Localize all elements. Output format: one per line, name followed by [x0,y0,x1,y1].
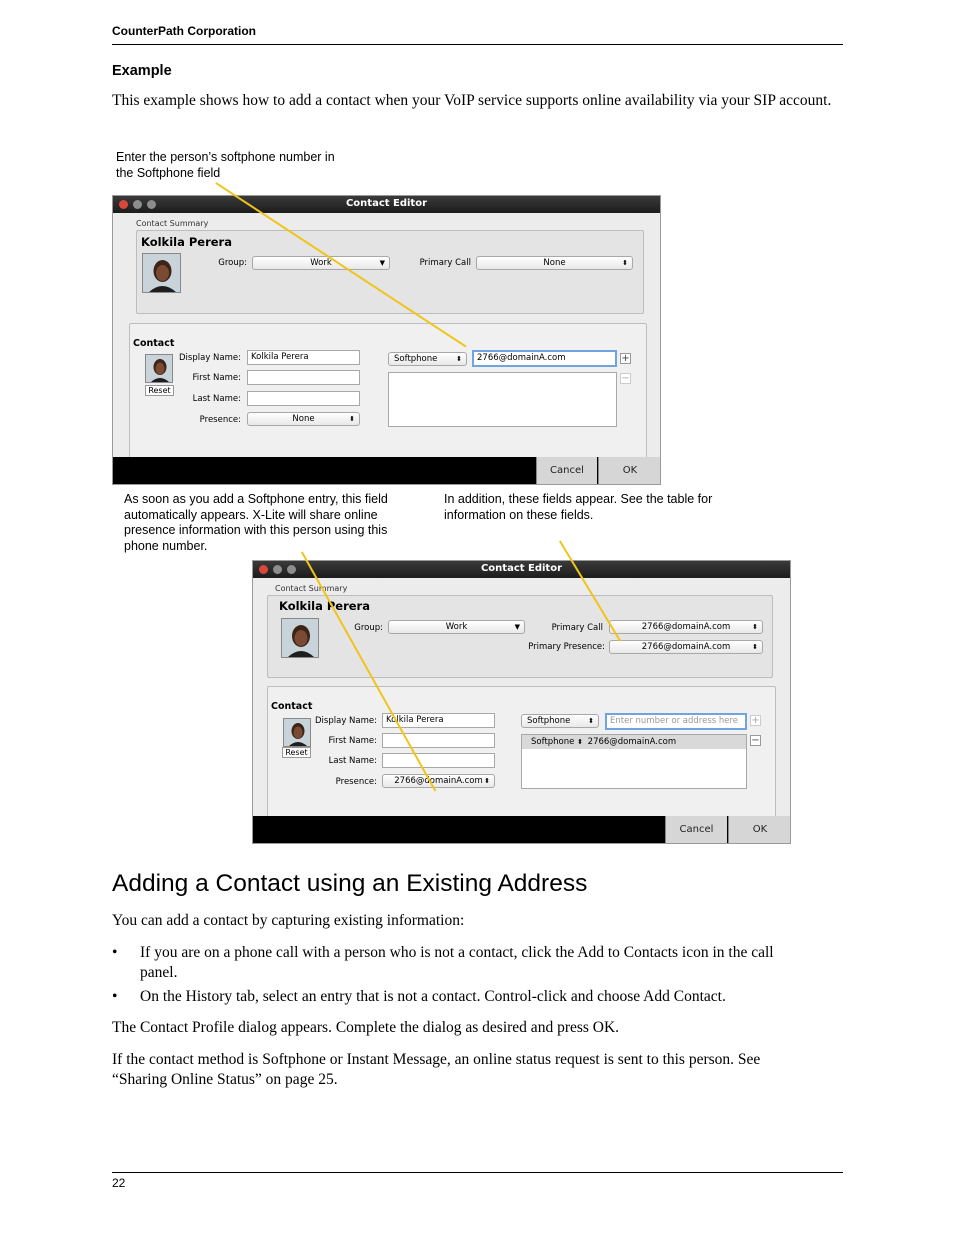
stepper-arrows-icon: ⬍ [752,643,758,651]
paragraph-status-request [112,1050,760,1090]
callout-new-fields [444,492,712,523]
first-name-field[interactable] [247,370,360,385]
contact-name: Kolkila Perera [279,599,370,613]
callout-presence-field [124,492,388,554]
dialog-titlebar [113,196,660,213]
last-name-label: Last Name: [328,756,377,766]
list-item [140,943,840,983]
cancel-button[interactable]: Cancel [665,816,727,843]
callout-right-line1: In addition, these fields appear. See the table for [444,492,713,506]
stepper-arrows-icon: ⬍ [752,623,758,631]
para2-line2: “Sharing Online Status” on page 25. [112,1071,338,1088]
callout-left-line1: As soon as you add a Softphone entry, this field [124,492,388,506]
ok-button[interactable]: OK [728,816,791,843]
bullet-1-line2: panel. [140,964,178,981]
contact-methods-list[interactable] [388,372,617,427]
contact-method-select[interactable] [521,714,599,728]
primary-call-value: None [543,258,566,268]
primary-call-label: Primary Call [551,623,603,633]
softphone-address-field[interactable]: 2766@domainA.com [472,350,617,367]
bullet-1-line1: If you are on a phone call with a person who is not a contact, click the Add to Contacts icon in the call [140,944,774,961]
bullet-glyph: • [112,988,118,1005]
contact-methods-list[interactable] [521,734,747,789]
stepper-arrows-icon: ⬍ [484,777,490,785]
first-name-label: First Name: [328,736,377,746]
stepper-arrows-icon: ⬍ [588,717,594,725]
callout-softphone-line2: the Softphone field [116,165,221,180]
display-name-field[interactable]: Kolkila Perera [382,713,495,728]
contact-summary-label: Contact Summary [275,584,348,593]
dialog-title: Contact Editor [345,198,428,209]
first-name-field[interactable] [382,733,495,748]
callout-softphone [116,150,335,181]
primary-call-value: 2766@domainA.com [641,622,731,632]
para2-line1: If the contact method is Softphone or Instant Message, an online status request is sent to this person. See [112,1051,761,1068]
contact-editor-dialog-2 [252,560,791,844]
remove-method-button[interactable]: − [621,373,630,384]
dialog-footer [253,816,790,843]
presence-label: Presence: [199,415,241,425]
paragraph-dialog-appears: The Contact Profile dialog appears. Complete the dialog as desired and press OK. [112,1019,620,1036]
callout-left-line3: presence information with this person using this [124,523,388,537]
remove-method-button[interactable]: − [751,735,760,746]
example-intro: This example shows how to add a contact when your VoIP service supports online availability via your SIP account. [112,92,832,109]
callout-left-line2: automatically appears. X-Lite will share online [124,507,378,522]
group-value: Work [445,622,468,632]
ok-button[interactable]: OK [598,457,661,484]
contact-photo [281,618,319,658]
presence-value: None [292,414,315,424]
primary-call-select[interactable] [609,620,763,634]
footer-rule [112,1172,843,1173]
display-name-label: Display Name: [315,716,377,726]
stepper-arrows-icon: ⬍ [622,259,628,267]
bullet-2-line1: On the History tab, select an entry that is not a contact. Control-click and choose Add Contact. [140,988,726,1005]
section-intro: You can add a contact by capturing existing information: [112,912,465,929]
contact-method-value: Softphone [394,354,438,364]
presence-label: Presence: [335,777,377,787]
person-avatar-icon [282,619,319,658]
last-name-label: Last Name: [192,394,241,404]
dialog-titlebar [253,561,790,578]
presence-value: 2766@domainA.com [394,776,483,786]
person-avatar-icon [146,355,173,383]
display-name-label: Display Name: [179,353,241,363]
cancel-button[interactable]: Cancel [536,457,597,484]
person-avatar-icon [284,719,311,747]
dialog-footer [113,457,660,484]
callout-softphone-line1: Enter the person’s softphone number in [116,150,335,164]
person-avatar-icon [143,254,181,293]
callout-right-line2: information on these fields. [444,507,594,522]
group-select[interactable] [252,256,390,270]
group-value: Work [310,258,332,268]
stepper-arrows-icon: ⬍ [577,738,583,746]
company-header: CounterPath Corporation [112,24,256,38]
contact-photo-small [283,718,311,747]
primary-presence-value: 2766@domainA.com [641,642,731,652]
last-name-field[interactable] [382,753,495,768]
primary-call-select[interactable] [476,256,633,270]
contact-photo-small [145,354,173,383]
reset-button[interactable]: Reset [282,747,311,758]
bullet-glyph: • [112,944,118,961]
dialog-title: Contact Editor [480,563,563,574]
presence-select[interactable] [382,774,495,788]
header-rule [112,44,843,45]
callout-left-line4: phone number. [124,538,208,553]
reset-button[interactable]: Reset [145,385,174,396]
section-title: Adding a Contact using an Existing Address [112,870,588,897]
primary-call-label: Primary Call [419,258,471,268]
display-name-field[interactable]: Kolkila Perera [247,350,360,365]
stepper-arrows-icon: ⬍ [456,355,462,363]
contact-summary-label: Contact Summary [136,219,209,228]
contact-photo [142,253,181,293]
dropdown-arrow-icon: ▼ [379,259,385,267]
contact-method-row[interactable] [522,735,746,749]
page-number: 22 [112,1176,126,1190]
primary-presence-label: Primary Presence: [528,642,605,652]
new-address-field[interactable]: Enter number or address here [605,713,747,730]
contact-name: Kolkila Perera [141,235,232,249]
stepper-arrows-icon: ⬍ [349,415,355,423]
presence-select[interactable] [247,412,360,426]
primary-presence-select[interactable] [609,640,763,654]
group-select[interactable] [388,620,525,634]
contact-method-select[interactable] [388,352,467,366]
row-address: 2766@domainA.com [587,737,677,747]
last-name-field[interactable] [247,391,360,406]
contact-section-label: Contact [271,701,313,712]
row-method: Softphone [531,737,575,747]
add-method-button[interactable]: + [621,353,630,364]
example-heading: Example [112,63,172,79]
group-label: Group: [218,258,247,268]
contact-editor-dialog-1 [112,195,661,485]
contact-section-label: Contact [133,338,175,349]
add-method-button[interactable]: + [751,715,760,726]
dropdown-arrow-icon: ▼ [514,623,520,631]
first-name-label: First Name: [192,373,241,383]
group-label: Group: [354,623,383,633]
contact-method-value: Softphone [527,716,571,726]
